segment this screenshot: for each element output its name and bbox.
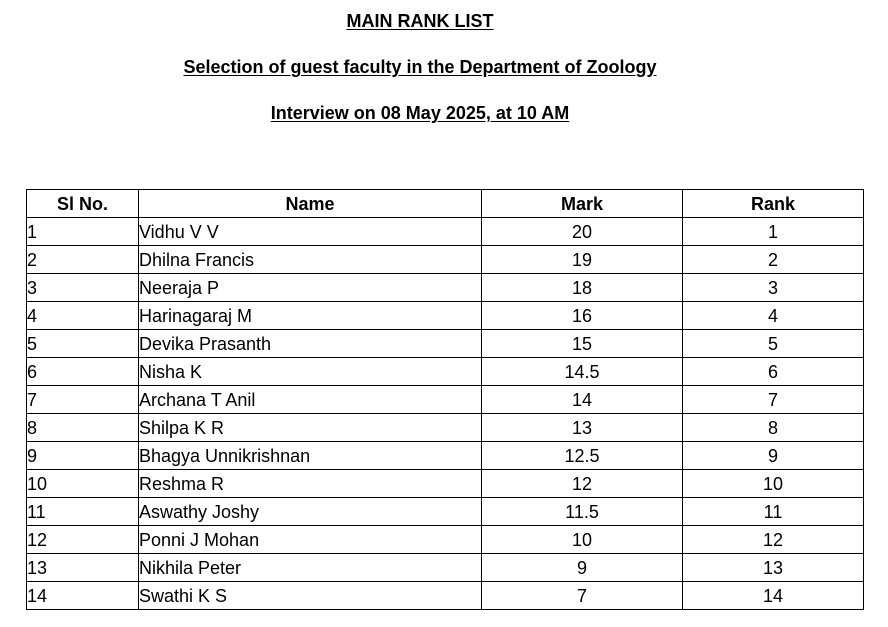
cell-sl-no: 11 — [27, 498, 139, 526]
cell-name: Devika Prasanth — [139, 330, 482, 358]
cell-rank: 7 — [683, 386, 864, 414]
cell-sl-no: 7 — [27, 386, 139, 414]
table-row — [27, 302, 864, 330]
table-row — [27, 246, 864, 274]
cell-mark: 14 — [482, 386, 683, 414]
document-title: MAIN RANK LIST — [346, 11, 494, 31]
cell-sl-no: 3 — [27, 274, 139, 302]
cell-mark: 20 — [482, 218, 683, 246]
cell-sl-no: 14 — [27, 582, 139, 610]
document-subtitle: Selection of guest faculty in the Department of Zoology — [183, 57, 657, 77]
cell-name: Dhilna Francis — [139, 246, 482, 274]
cell-rank: 5 — [683, 330, 864, 358]
cell-mark: 12 — [482, 470, 683, 498]
cell-mark: 16 — [482, 302, 683, 330]
rank-table — [26, 189, 864, 610]
cell-name: Reshma R — [139, 470, 482, 498]
cell-name: Vidhu V V — [139, 218, 482, 246]
cell-name: Shilpa K R — [139, 414, 482, 442]
cell-rank: 4 — [683, 302, 864, 330]
cell-rank: 14 — [683, 582, 864, 610]
cell-name: Nikhila Peter — [139, 554, 482, 582]
cell-sl-no: 8 — [27, 414, 139, 442]
cell-sl-no: 6 — [27, 358, 139, 386]
header-name: Name — [139, 190, 482, 218]
cell-rank: 8 — [683, 414, 864, 442]
cell-sl-no: 10 — [27, 470, 139, 498]
cell-mark: 13 — [482, 414, 683, 442]
cell-rank: 10 — [683, 470, 864, 498]
cell-mark: 19 — [482, 246, 683, 274]
cell-rank: 3 — [683, 274, 864, 302]
table-row — [27, 414, 864, 442]
table-row — [27, 330, 864, 358]
cell-sl-no: 13 — [27, 554, 139, 582]
cell-mark: 9 — [482, 554, 683, 582]
cell-sl-no: 4 — [27, 302, 139, 330]
cell-rank: 6 — [683, 358, 864, 386]
table-row — [27, 386, 864, 414]
cell-name: Nisha K — [139, 358, 482, 386]
cell-name: Swathi K S — [139, 582, 482, 610]
cell-rank: 9 — [683, 442, 864, 470]
table-header-row — [27, 190, 864, 218]
cell-mark: 15 — [482, 330, 683, 358]
cell-mark: 14.5 — [482, 358, 683, 386]
cell-name: Aswathy Joshy — [139, 498, 482, 526]
cell-rank: 2 — [683, 246, 864, 274]
table-row — [27, 498, 864, 526]
cell-mark: 12.5 — [482, 442, 683, 470]
cell-name: Harinagaraj M — [139, 302, 482, 330]
header-mark: Mark — [482, 190, 683, 218]
table-row — [27, 582, 864, 610]
cell-rank: 1 — [683, 218, 864, 246]
cell-sl-no: 1 — [27, 218, 139, 246]
cell-mark: 7 — [482, 582, 683, 610]
table-row — [27, 442, 864, 470]
table-row — [27, 218, 864, 246]
cell-name: Archana T Anil — [139, 386, 482, 414]
table-row — [27, 470, 864, 498]
cell-mark: 10 — [482, 526, 683, 554]
cell-rank: 12 — [683, 526, 864, 554]
cell-sl-no: 9 — [27, 442, 139, 470]
cell-sl-no: 5 — [27, 330, 139, 358]
table-row — [27, 554, 864, 582]
table-row — [27, 526, 864, 554]
table-row — [27, 274, 864, 302]
header-sl-no: Sl No. — [27, 190, 139, 218]
header-rank: Rank — [683, 190, 864, 218]
table-row — [27, 358, 864, 386]
cell-sl-no: 2 — [27, 246, 139, 274]
cell-rank: 13 — [683, 554, 864, 582]
cell-mark: 11.5 — [482, 498, 683, 526]
interview-details: Interview on 08 May 2025, at 10 AM — [270, 103, 570, 123]
cell-sl-no: 12 — [27, 526, 139, 554]
cell-name: Neeraja P — [139, 274, 482, 302]
cell-name: Ponni J Mohan — [139, 526, 482, 554]
cell-mark: 18 — [482, 274, 683, 302]
cell-name: Bhagya Unnikrishnan — [139, 442, 482, 470]
cell-rank: 11 — [683, 498, 864, 526]
